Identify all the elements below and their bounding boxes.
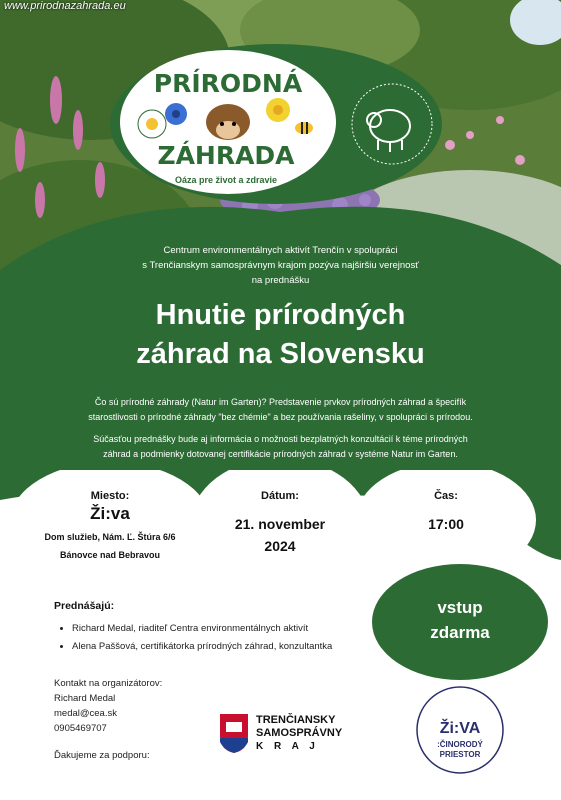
- date-year: 2024: [264, 538, 296, 554]
- date-bubble: [200, 490, 360, 554]
- place-city: Bánovce nad Bebravou: [59, 550, 161, 560]
- lecturer-item: • Richard Medal, riaditeľ Centra environmentálnych aktivít: [72, 620, 384, 638]
- svg-text:Ži:VA: Ži:VA: [439, 720, 481, 737]
- page-title: Hnutie prírodných záhrad na Slovensku: [136, 299, 425, 370]
- contact-section: [54, 676, 162, 736]
- coat-of-arms-icon: [218, 712, 250, 754]
- date-day: 21. november: [234, 516, 326, 532]
- contact-phone[interactable]: 0905469707: [54, 723, 107, 734]
- thanks-text: Ďakujeme za podporu:: [54, 750, 150, 761]
- dandelion-icon: [266, 98, 290, 122]
- lecturers-heading: Prednášajú:: [54, 600, 115, 612]
- website-url[interactable]: www.prirodnazahrada.eu: [4, 0, 126, 12]
- free-entry-text: vstup zdarma: [430, 598, 490, 642]
- contact-name: Richard Medal: [54, 693, 116, 704]
- tsk-logo: TRENČIANSKY SAMOSPRÁVNY K R A J: [218, 712, 378, 756]
- svg-text:PRÍRODNÁ: PRÍRODNÁ: [153, 69, 303, 98]
- description: Čo sú prírodné záhrady (Natur im Garten)? Predstavenie prvkov prírodných záhrad a špecifík starostlivosti o prírodné záhrady "bez chémie" a bez používania rašeliny, v spolupráci s prírodou. Súčasťou prednášky bude aj informácia o možnosti bezplatných konzultácií k téme prírodných záhrad a podmienky dotovanej certifikácie prírodných záhrad v systéme Natur im Garten.: [88, 397, 473, 459]
- daisy-icon: [138, 110, 166, 138]
- bee-icon: [295, 122, 313, 134]
- lecturer-item: • Alena Paššová, certifikátorka prírodných záhrad, konzultantka: [72, 638, 384, 656]
- time-label: Čas:: [434, 490, 458, 502]
- cornflower-icon: [165, 103, 187, 125]
- hedgehog-icon: [206, 104, 250, 140]
- contact-heading: Kontakt na organizátorov:: [54, 678, 163, 689]
- svg-text:PRIESTOR: PRIESTOR: [439, 750, 481, 759]
- place-address: Dom služieb, Nám. Ľ. Štúra 6/6: [44, 532, 176, 542]
- time-value: 17:00: [428, 516, 464, 532]
- contact-email[interactable]: medal@cea.sk: [54, 708, 117, 719]
- lecturers-section: [54, 600, 384, 656]
- svg-text:Oáza pre život a zdravie: Oáza pre život a zdravie: [174, 175, 278, 185]
- place-label: Miesto:: [90, 490, 130, 502]
- svg-text:ZÁHRADA: ZÁHRADA: [157, 141, 295, 170]
- prirodna-zahrada-logo: [106, 40, 446, 208]
- time-bubble: [376, 490, 516, 532]
- date-label: Dátum:: [261, 490, 299, 502]
- intro-text: Centrum environmentálnych aktivít Trenčín v spolupráci s Trenčianskym samosprávnym krajom pozýva najširšiu verejnosť na prednášku: [142, 245, 419, 286]
- ziva-logo: [415, 685, 505, 775]
- place-bubble: [20, 490, 200, 560]
- svg-text::ČINORODÝ: :ČINORODÝ: [437, 740, 483, 749]
- place-name: Ži:va: [90, 504, 130, 523]
